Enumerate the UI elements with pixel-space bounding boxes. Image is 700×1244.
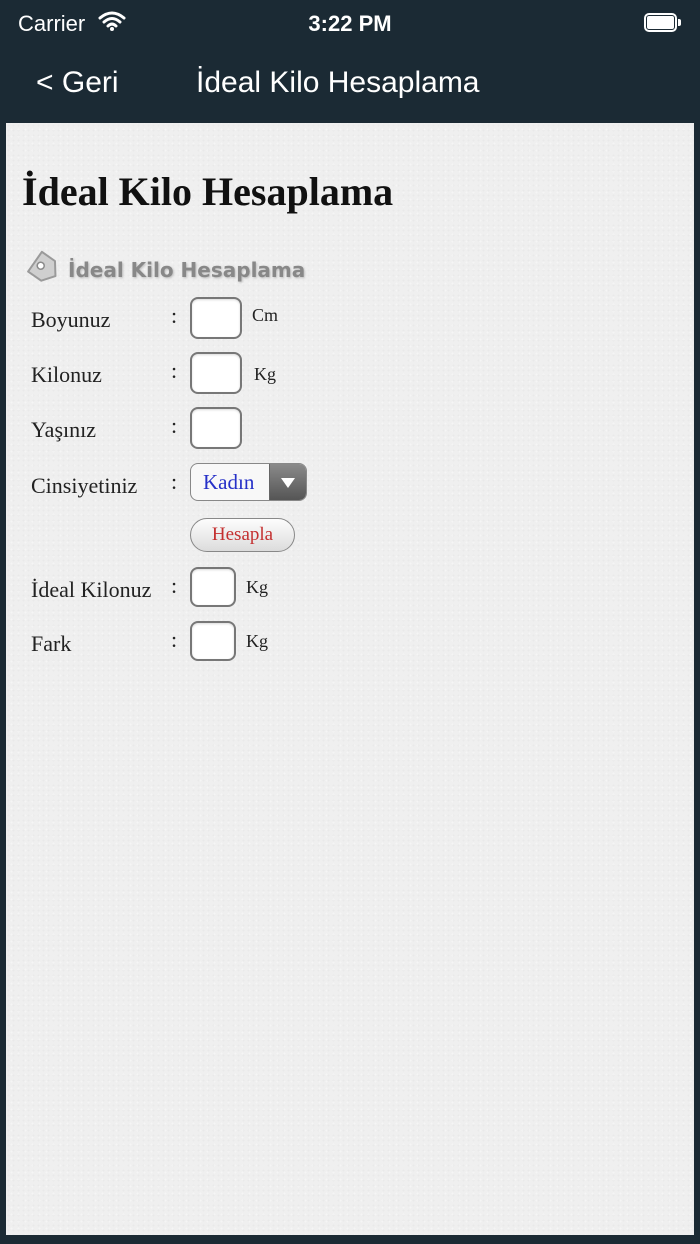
age-input[interactable]	[190, 407, 242, 449]
web-content	[6, 123, 694, 1235]
difference-unit: Kg	[246, 631, 268, 651]
status-bar	[0, 0, 700, 50]
battery-icon	[644, 13, 682, 32]
nav-title: İdeal Kilo Hesaplama	[196, 66, 480, 99]
height-row	[6, 297, 694, 341]
gender-colon: :	[171, 469, 178, 494]
height-colon: :	[171, 303, 178, 328]
ideal-weight-colon: :	[171, 573, 178, 598]
ideal-weight-row	[6, 567, 694, 611]
weight-row	[6, 352, 694, 396]
weight-unit: Kg	[254, 364, 276, 384]
gender-row	[6, 463, 694, 507]
height-label: Boyunuz	[31, 307, 111, 332]
age-label: Yaşınız	[31, 417, 97, 442]
age-row	[6, 407, 694, 451]
age-colon: :	[171, 413, 178, 438]
difference-output[interactable]	[190, 621, 236, 661]
ideal-weight-output[interactable]	[190, 567, 236, 607]
difference-label: Fark	[31, 631, 72, 656]
weight-label: Kilonuz	[31, 362, 102, 387]
gender-selected-value: Kadın	[203, 470, 255, 494]
gender-label: Cinsiyetiniz	[31, 473, 138, 498]
navigation-bar	[0, 50, 700, 123]
page-title: İdeal Kilo Hesaplama	[22, 169, 394, 214]
height-input[interactable]	[190, 297, 242, 339]
ideal-weight-unit: Kg	[246, 577, 268, 597]
difference-colon: :	[171, 627, 178, 652]
back-button[interactable]: < Geri	[36, 66, 119, 99]
weight-input[interactable]	[190, 352, 242, 394]
ideal-weight-label: İdeal Kilonuz	[31, 577, 152, 602]
calculate-button[interactable]: Hesapla	[190, 518, 295, 552]
carrier-label: Carrier	[18, 11, 86, 36]
tag-icon	[25, 250, 63, 286]
status-time: 3:22 PM	[308, 11, 392, 36]
difference-row	[6, 621, 694, 665]
weight-colon: :	[171, 358, 178, 383]
calculator-header: İdeal Kilo Hesaplama	[68, 258, 306, 282]
gender-select[interactable]	[190, 463, 307, 501]
height-unit: Cm	[252, 305, 279, 325]
chevron-down-icon	[269, 464, 306, 500]
